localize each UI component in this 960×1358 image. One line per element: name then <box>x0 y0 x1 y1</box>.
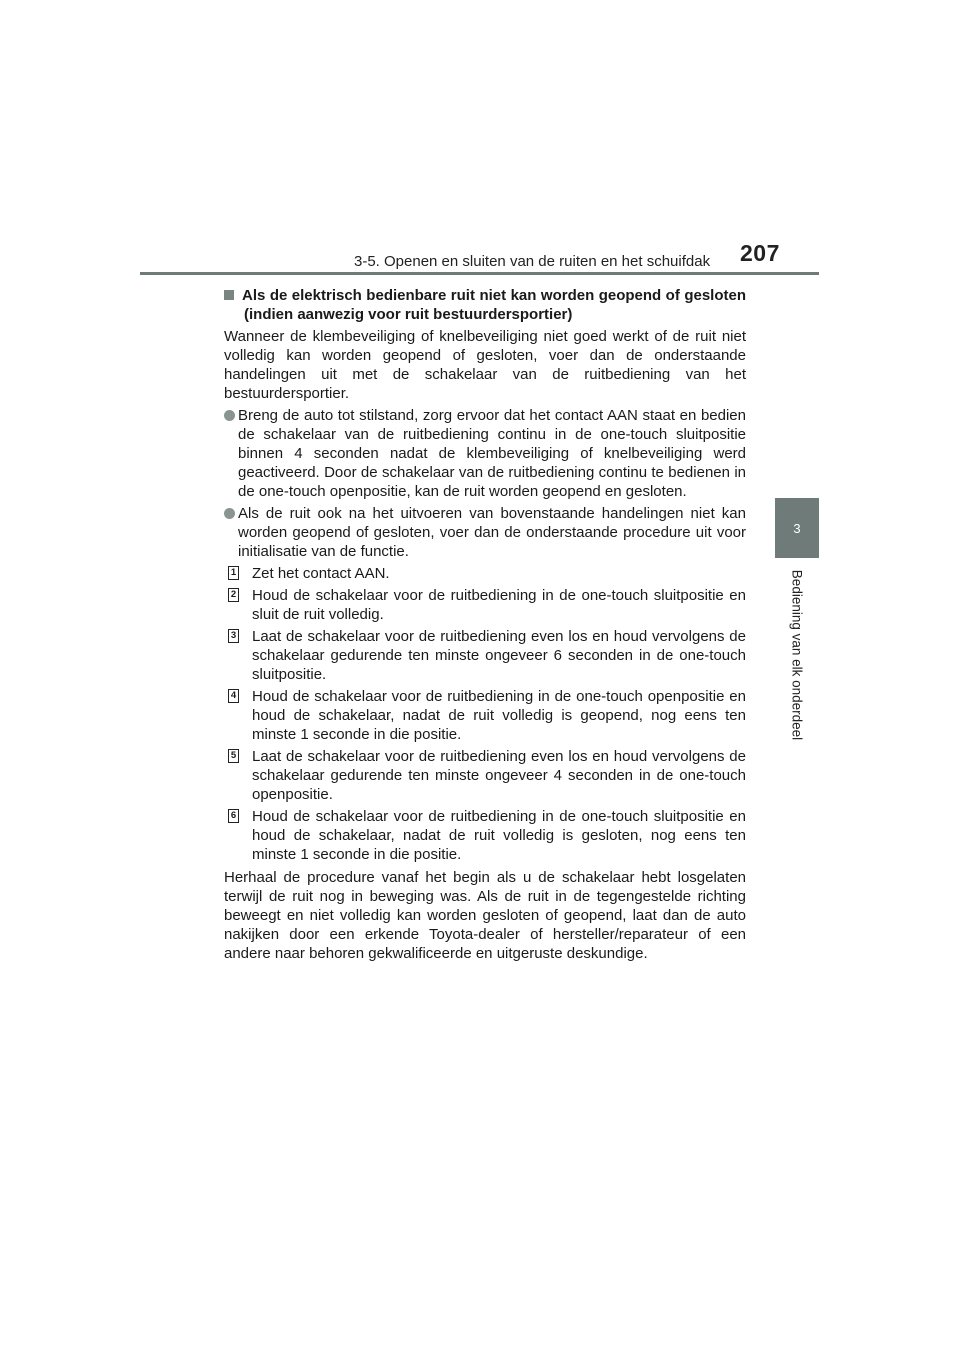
circle-bullet-icon <box>224 410 235 421</box>
page-header-title: 3-5. Openen en sluiten van de ruiten en het schuifdak <box>354 253 711 270</box>
step-number-icon: 1 <box>228 566 239 580</box>
step-text: Zet het contact AAN. <box>252 565 390 582</box>
intro-paragraph: Wanneer de klembeveiliging of knelbeveiliging niet goed werkt of de ruit niet volledig kan worden geopend of gesloten, voer dan de onderstaande handelingen uit met de schakelaar van de ruitbediening van het bestuurdersportier. <box>224 328 746 402</box>
step-item <box>224 807 746 864</box>
bullet-text: Als de ruit ook na het uitvoeren van bovenstaande handelingen niet kan worden geopend of gesloten, voer dan de onderstaande procedure uit voor initialisatie van de functie. <box>238 505 746 560</box>
step-number-icon: 5 <box>228 749 239 763</box>
chapter-label: Bediening van elk onderdeel <box>789 569 805 741</box>
bullet-item <box>224 406 746 501</box>
step-number-icon: 3 <box>228 629 239 643</box>
step-text: Houd de schakelaar voor de ruitbediening in de one-touch openpositie en houd de schakelaar, nadat de ruit volledig is geopend, nog eens ten minste 1 seconde in die positie. <box>252 688 746 743</box>
step-number-icon: 2 <box>228 588 239 602</box>
main-content <box>224 286 746 966</box>
section-heading <box>224 286 746 324</box>
chapter-number: 3 <box>793 520 801 536</box>
chapter-tab <box>775 498 819 558</box>
square-bullet-icon <box>224 290 234 300</box>
step-text: Houd de schakelaar voor de ruitbediening in de one-touch sluitpositie en houd de schakelaar, nadat de ruit volledig is gesloten, nog eens ten minste 1 seconde in die positie. <box>252 808 746 863</box>
bullet-item <box>224 504 746 561</box>
step-number-icon: 4 <box>228 689 239 703</box>
step-item <box>224 627 746 684</box>
step-number-icon: 6 <box>228 809 239 823</box>
step-text: Laat de schakelaar voor de ruitbediening even los en houd vervolgens de schakelaar gedurende ten minste ongeveer 4 seconden in de one-touch openpositie. <box>252 748 746 803</box>
bullet-text: Breng de auto tot stilstand, zorg ervoor dat het contact AAN staat en bedien de schakelaar van de ruitbediening continu in de one-touch sluitpositie binnen 4 seconden nadat de klembeveiliging of knelbeveiliging werd geactiveerd. Door de schakelaar van de ruitbediening continu te bedienen in de one-touch openpositie, kan de ruit worden geopend en gesloten. <box>238 407 746 500</box>
step-item <box>224 747 746 804</box>
step-item <box>224 564 746 583</box>
page-number: 207 <box>740 240 780 266</box>
header-rule <box>140 272 819 275</box>
closing-paragraph: Herhaal de procedure vanaf het begin als u de schakelaar hebt losgelaten terwijl de ruit nog in beweging was. Als de ruit in de tegengestelde richting beweegt en niet volledig kan worden gesloten of geopend, laat dan de auto nakijken door een erkende Toyota-dealer of hersteller/reparateur of een andere naar behoren gekwalificeerde en uitgeruste deskundige. <box>224 869 746 962</box>
step-item <box>224 687 746 744</box>
step-text: Laat de schakelaar voor de ruitbediening even los en houd vervolgens de schakelaar gedurende ten minste ongeveer 6 seconden in de one-touch sluitpositie. <box>252 628 746 683</box>
circle-bullet-icon <box>224 508 235 519</box>
step-item <box>224 586 746 624</box>
step-text: Houd de schakelaar voor de ruitbediening in de one-touch sluitpositie en sluit de ruit volledig. <box>252 587 746 623</box>
section-heading-text: Als de elektrisch bedienbare ruit niet kan worden geopend of gesloten (indien aanwezig voor ruit bestuurdersportier) <box>242 287 746 323</box>
